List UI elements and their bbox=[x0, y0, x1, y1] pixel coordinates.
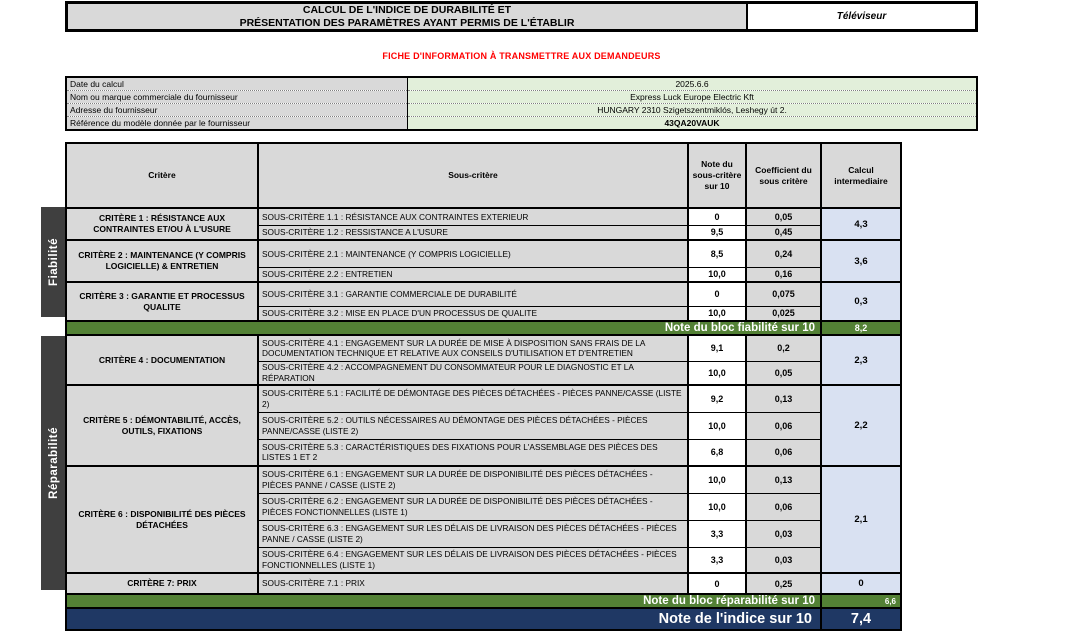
bloc-fiabilite-label: Note du bloc fiabilité sur 10 bbox=[66, 321, 821, 335]
sous-critere-4-1: SOUS-CRITÈRE 4.1 : ENGAGEMENT SUR LA DURÉE DE MISE À DISPOSITION SANS FRAIS DE LA DOCUMENTATION TECHNIQUE ET RELATIVE AUX CONSEILS D'UTILISATION ET D'ENTRETIEN bbox=[258, 335, 688, 361]
note-3-1: 0 bbox=[688, 282, 746, 306]
calc-critere-1: 4,3 bbox=[821, 208, 901, 240]
notice-banner: FICHE D'INFORMATION À TRANSMETTRE AUX DEMANDEURS bbox=[382, 51, 661, 61]
note-7-1: 0 bbox=[688, 573, 746, 594]
document-header bbox=[65, 1, 978, 32]
table-row bbox=[66, 466, 901, 493]
note-2-2: 10,0 bbox=[688, 267, 746, 282]
coef-4-1: 0,2 bbox=[746, 335, 821, 361]
sous-critere-6-1: SOUS-CRITÈRE 6.1 : ENGAGEMENT SUR LA DURÉE DE DISPONIBILITÉ DES PIÈCES DÉTACHÉES - PIÈCES PANNE / CASSE (LISTE 2) bbox=[258, 466, 688, 493]
supplier-info-table bbox=[65, 76, 978, 131]
fiabilite-side-label-text: Fiabilité bbox=[47, 238, 60, 286]
header-note: Note du sous-critère sur 10 bbox=[688, 143, 746, 208]
info-label-model: Référence du modèle donnée par le fournisseur bbox=[66, 117, 408, 131]
note-4-2: 10,0 bbox=[688, 361, 746, 385]
calc-critere-2: 3,6 bbox=[821, 240, 901, 282]
criteria-table bbox=[65, 142, 902, 631]
sous-critere-2-1: SOUS-CRITÈRE 2.1 : MAINTENANCE (Y COMPRIS LOGICIELLE) bbox=[258, 240, 688, 267]
table-row bbox=[66, 240, 901, 267]
bloc-reparabilite-value: 6,6 bbox=[821, 594, 901, 608]
sous-critere-5-3: SOUS-CRITÈRE 5.3 : CARACTÉRISTIQUES DES FIXATIONS POUR L'ASSEMBLAGE DES PIÈCES DES LISTES 1 ET 2 bbox=[258, 439, 688, 466]
bloc-reparabilite-row bbox=[66, 594, 901, 608]
calc-critere-7: 0 bbox=[821, 573, 901, 594]
table-row bbox=[66, 104, 977, 117]
coef-5-2: 0,06 bbox=[746, 412, 821, 439]
critere-4-cell: CRITÈRE 4 : DOCUMENTATION bbox=[66, 335, 258, 385]
coef-5-3: 0,06 bbox=[746, 439, 821, 466]
table-row bbox=[66, 573, 901, 594]
table-row bbox=[66, 282, 901, 306]
note-6-3: 3,3 bbox=[688, 520, 746, 547]
sous-critere-1-1: SOUS-CRITÈRE 1.1 : RÉSISTANCE AUX CONTRAINTES EXTERIEUR bbox=[258, 208, 688, 225]
sous-critere-3-2: SOUS-CRITÈRE 3.2 : MISE EN PLACE D'UN PROCESSUS DE QUALITE bbox=[258, 306, 688, 321]
document-title-line1: CALCUL DE L'INDICE DE DURABILITÉ ET bbox=[302, 3, 512, 16]
coef-6-4: 0,03 bbox=[746, 547, 821, 573]
sous-critere-6-3: SOUS-CRITÈRE 6.3 : ENGAGEMENT SUR LES DÉLAIS DE LIVRAISON DES PIÈCES DÉTACHÉES - PIÈCES PANNE / CASSE (LISTE 2) bbox=[258, 520, 688, 547]
sous-critere-7-1: SOUS-CRITÈRE 7.1 : PRIX bbox=[258, 573, 688, 594]
coef-4-2: 0,05 bbox=[746, 361, 821, 385]
info-label-date: Date du calcul bbox=[66, 77, 408, 91]
calc-critere-4: 2,3 bbox=[821, 335, 901, 385]
bloc-reparabilite-label: Note du bloc réparabilité sur 10 bbox=[66, 594, 821, 608]
product-category-cell: Téléviseur bbox=[748, 4, 975, 29]
coef-6-1: 0,13 bbox=[746, 466, 821, 493]
header-calcul: Calcul intermediaire bbox=[821, 143, 901, 208]
sous-critere-1-2: SOUS-CRITÈRE 1.2 : RESSISTANCE A L'USURE bbox=[258, 225, 688, 240]
fiabilite-side-label bbox=[41, 207, 66, 317]
header-sous-critere: Sous-critère bbox=[258, 143, 688, 208]
critere-6-cell: CRITÈRE 6 : DISPONIBILITÉ DES PIÈCES DÉTACHÉES bbox=[66, 466, 258, 573]
note-6-4: 3,3 bbox=[688, 547, 746, 573]
header-coefficient: Coefficient du sous critère bbox=[746, 143, 821, 208]
coef-3-2: 0,025 bbox=[746, 306, 821, 321]
table-row bbox=[66, 91, 977, 104]
critere-2-cell: CRITÈRE 2 : MAINTENANCE (Y COMPRIS LOGICIELLE) & ENTRETIEN bbox=[66, 240, 258, 282]
header-critere: Critère bbox=[66, 143, 258, 208]
note-1-1: 0 bbox=[688, 208, 746, 225]
note-3-2: 10,0 bbox=[688, 306, 746, 321]
bloc-fiabilite-row bbox=[66, 321, 901, 335]
critere-3-cell: CRITÈRE 3 : GARANTIE ET PROCESSUS QUALITE bbox=[66, 282, 258, 321]
note-6-1: 10,0 bbox=[688, 466, 746, 493]
coef-7-1: 0,25 bbox=[746, 573, 821, 594]
critere-1-cell: CRITÈRE 1 : RÉSISTANCE AUX CONTRAINTES ET/OU À L'USURE bbox=[66, 208, 258, 240]
info-label-brand: Nom ou marque commerciale du fournisseur bbox=[66, 91, 408, 104]
document-title-line2: PRÉSENTATION DES PARAMÈTRES AYANT PERMIS DE L'ÉTABLIR bbox=[239, 16, 575, 29]
note-4-1: 9,1 bbox=[688, 335, 746, 361]
bloc-fiabilite-value: 8,2 bbox=[821, 321, 901, 335]
critere-5-cell: CRITÈRE 5 : DÉMONTABILITÉ, ACCÈS, OUTILS, FIXATIONS bbox=[66, 385, 258, 466]
calc-critere-5: 2,2 bbox=[821, 385, 901, 466]
info-label-address: Adresse du fournisseur bbox=[66, 104, 408, 117]
table-row bbox=[66, 385, 901, 412]
index-score-value: 7,4 bbox=[821, 608, 901, 630]
calc-critere-3: 0,3 bbox=[821, 282, 901, 321]
note-5-2: 10,0 bbox=[688, 412, 746, 439]
sous-critere-5-2: SOUS-CRITÈRE 5.2 : OUTILS NÉCESSAIRES AU DÉMONTAGE DES PIÈCES DÉTACHÉES - PIÈCES PANNE/CASSE (LISTE 2) bbox=[258, 412, 688, 439]
sous-critere-6-4: SOUS-CRITÈRE 6.4 : ENGAGEMENT SUR LES DÉLAIS DE LIVRAISON DES PIÈCES DÉTACHÉES - PIÈCES FONCTIONNELLES (LISTE 1) bbox=[258, 547, 688, 573]
info-value-model: 43QA20VAUK bbox=[408, 117, 978, 131]
reparabilite-side-label-text: Réparabilité bbox=[47, 427, 60, 499]
info-value-address: HUNGARY 2310 Szigetszentmiklós, Leshegy út 2. bbox=[408, 104, 978, 117]
coef-6-2: 0,06 bbox=[746, 493, 821, 520]
coef-3-1: 0,075 bbox=[746, 282, 821, 306]
reparabilite-side-label bbox=[41, 336, 66, 590]
table-row bbox=[66, 208, 901, 225]
document-title bbox=[68, 4, 748, 29]
info-value-date: 2025.6.6 bbox=[408, 77, 978, 91]
coef-2-2: 0,16 bbox=[746, 267, 821, 282]
note-1-2: 9,5 bbox=[688, 225, 746, 240]
sous-critere-2-2: SOUS-CRITÈRE 2.2 : ENTRETIEN bbox=[258, 267, 688, 282]
coef-1-2: 0,45 bbox=[746, 225, 821, 240]
critere-7-cell: CRITÈRE 7: PRIX bbox=[66, 573, 258, 594]
note-2-1: 8,5 bbox=[688, 240, 746, 267]
calc-critere-6: 2,1 bbox=[821, 466, 901, 573]
sous-critere-3-1: SOUS-CRITÈRE 3.1 : GARANTIE COMMERCIALE DE DURABILITÉ bbox=[258, 282, 688, 306]
sous-critere-4-2: SOUS-CRITÈRE 4.2 : ACCOMPAGNEMENT DU CONSOMMATEUR POUR LE DIAGNOSTIC ET LA RÉPARATION bbox=[258, 361, 688, 385]
coef-6-3: 0,03 bbox=[746, 520, 821, 547]
index-score-label: Note de l'indice sur 10 bbox=[66, 608, 821, 630]
coef-5-1: 0,13 bbox=[746, 385, 821, 412]
coef-2-1: 0,24 bbox=[746, 240, 821, 267]
note-6-2: 10,0 bbox=[688, 493, 746, 520]
coef-1-1: 0,05 bbox=[746, 208, 821, 225]
info-value-brand: Express Luck Europe Electric Kft bbox=[408, 91, 978, 104]
table-row bbox=[66, 117, 977, 131]
table-header-row bbox=[66, 143, 901, 208]
sous-critere-6-2: SOUS-CRITÈRE 6.2 : ENGAGEMENT SUR LA DURÉE DE DISPONIBILITÉ DES PIÈCES DÉTACHÉES - PIÈCES FONCTIONNELLES (LISTE 1) bbox=[258, 493, 688, 520]
note-5-1: 9,2 bbox=[688, 385, 746, 412]
table-row bbox=[66, 77, 977, 91]
note-5-3: 6,8 bbox=[688, 439, 746, 466]
sous-critere-5-1: SOUS-CRITÈRE 5.1 : FACILITÉ DE DÉMONTAGE DES PIÈCES DÉTACHÉES - PIÈCES PANNE/CASSE (LISTE 2) bbox=[258, 385, 688, 412]
table-row bbox=[66, 335, 901, 361]
